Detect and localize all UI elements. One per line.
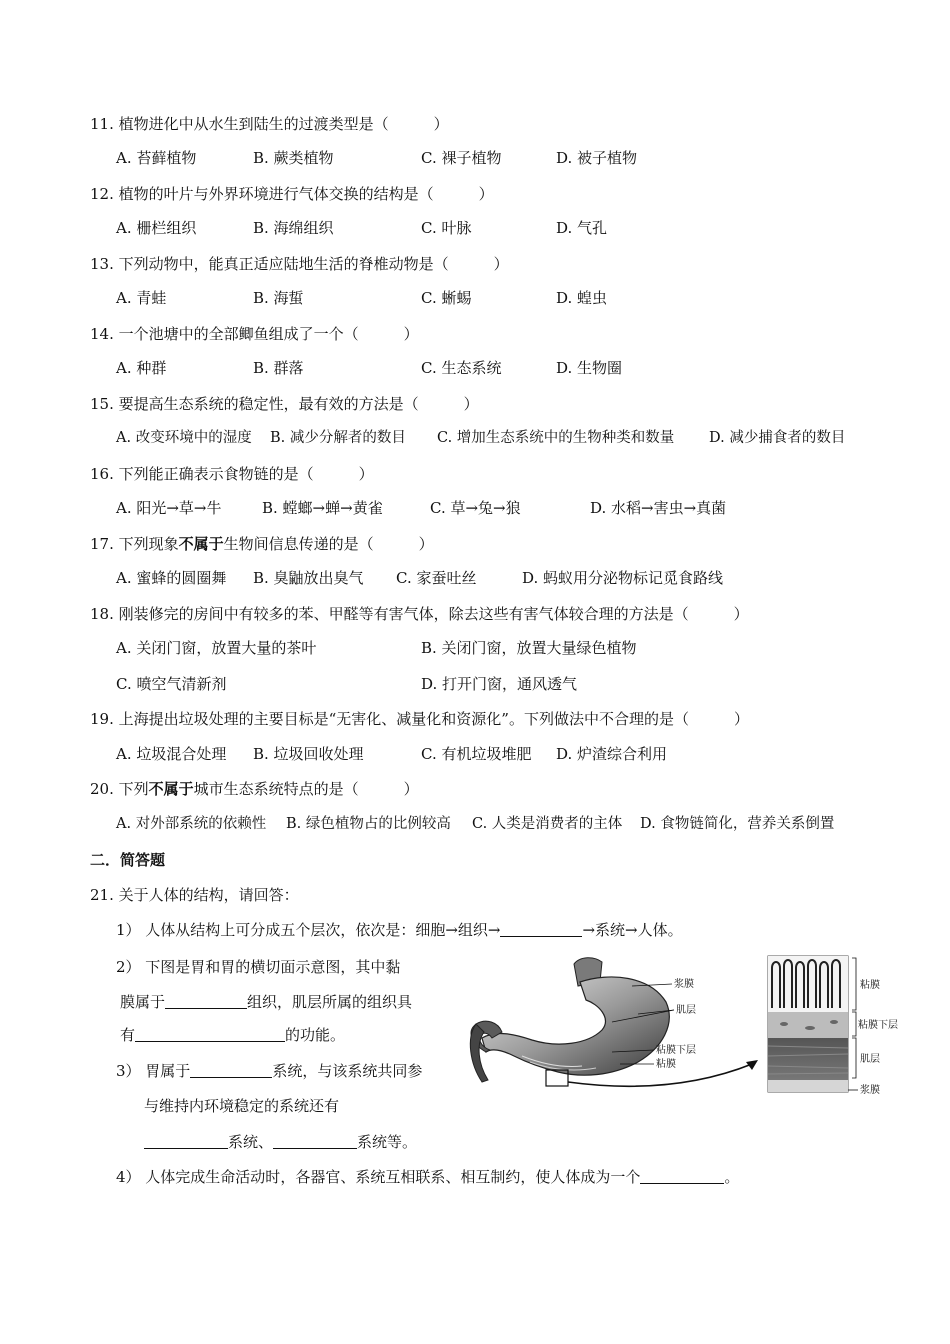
option-b: B. 关闭门窗，放置大量绿色植物 [421, 639, 637, 657]
question-stem: 17. 下列现象不属于生物间信息传递的是（ ） [90, 535, 434, 553]
option-c: C. 裸子植物 [421, 149, 502, 167]
option-c: C. 家蚕吐丝 [396, 569, 477, 587]
answer-blank[interactable] [144, 1132, 228, 1149]
option-b: B. 群落 [253, 359, 304, 377]
option-b: B. 臭鼬放出臭气 [253, 569, 364, 587]
option-c: C. 增加生态系统中的生物种类和数量 [437, 430, 675, 446]
label-right-muscle: 肌层 [860, 1054, 880, 1065]
option-d: D. 被子植物 [556, 149, 638, 167]
sub-question-2-line-2: 膜属于 组织，肌层所属的组织具 [120, 993, 413, 1011]
section-title: 二．简答题 [90, 851, 166, 869]
option-b: B. 螳螂→蝉→黄雀 [262, 499, 383, 517]
question-stem: 15. 要提高生态系统的稳定性，最有效的方法是（ ） [90, 395, 479, 413]
option-b: B. 蕨类植物 [253, 149, 334, 167]
question-stem: 21. 关于人体的结构，请回答： [90, 886, 299, 904]
label-right-serosa: 浆膜 [860, 1085, 880, 1096]
question-stem: 19. 上海提出垃圾处理的主要目标是“无害化、减量化和资源化”。下列做法中不合理的是（ ） [90, 710, 749, 728]
option-d: D. 气孔 [556, 219, 608, 237]
label-right-mucosa: 粘膜 [860, 980, 880, 991]
question-stem: 20. 下列不属于城市生态系统特点的是（ ） [90, 780, 419, 798]
question-stem: 13. 下列动物中，能真正适应陆地生活的脊椎动物是（ ） [90, 255, 509, 273]
option-b: B. 海蜇 [253, 289, 304, 307]
option-d: D. 炉渣综合利用 [556, 745, 668, 763]
option-c: C. 叶脉 [421, 219, 472, 237]
option-d: D. 减少捕食者的数目 [709, 430, 846, 446]
option-c: C. 有机垃圾堆肥 [421, 745, 532, 763]
label-mucosa: 粘膜 [656, 1059, 676, 1070]
option-a: A. 苔藓植物 [116, 149, 197, 167]
label-serosa: 浆膜 [674, 979, 694, 990]
label-right-submucosa: 粘膜下层 [858, 1020, 898, 1031]
answer-blank[interactable] [165, 992, 247, 1009]
stomach-diagram [462, 952, 914, 1104]
sub-question-4: 4） 人体完成生命活动时，各器官、系统互相联系、相互制约，使人体成为一个 。 [116, 1168, 740, 1186]
label-submucosa: 粘膜下层 [656, 1045, 696, 1056]
option-c: C. 喷空气清新剂 [116, 675, 227, 693]
emphasis-not: 不属于 [148, 780, 194, 798]
answer-blank[interactable] [640, 1167, 724, 1184]
option-a: A. 改变环境中的湿度 [116, 430, 252, 446]
option-d: D. 生物圈 [556, 359, 623, 377]
option-b: B. 减少分解者的数目 [270, 430, 406, 446]
option-a: A. 阳光→草→牛 [116, 499, 222, 517]
question-stem: 18. 刚装修完的房间中有较多的苯、甲醛等有害气体，除去这些有害气体较合理的方法是（ ） [90, 605, 749, 623]
option-b: B. 海绵组织 [253, 219, 334, 237]
option-c: C. 生态系统 [421, 359, 502, 377]
stomach-shape [482, 977, 669, 1075]
answer-blank[interactable] [500, 920, 582, 937]
sub-question-1: 1） 人体从结构上可分成五个层次，依次是：细胞→组织→ →系统→人体。 [116, 921, 683, 939]
answer-blank[interactable] [135, 1025, 285, 1042]
option-c: C. 人类是消费者的主体 [472, 816, 623, 832]
option-b: B. 绿色植物占的比例较高 [286, 816, 451, 832]
option-a: A. 种群 [116, 359, 167, 377]
sub-question-2-line-1: 2） 下图是胃和胃的横切面示意图，其中黏 [116, 958, 401, 976]
option-d: D. 蝗虫 [556, 289, 608, 307]
sub-question-3-line-1: 3） 胃属于 系统，与该系统共同参 [116, 1062, 423, 1080]
answer-blank[interactable] [273, 1132, 357, 1149]
question-stem: 14. 一个池塘中的全部鲫鱼组成了一个（ ） [90, 325, 419, 343]
option-a: A. 青蛙 [116, 289, 167, 307]
option-a: A. 栅栏组织 [116, 219, 197, 237]
option-a: A. 关闭门窗，放置大量的茶叶 [116, 639, 317, 657]
emphasis-not: 不属于 [178, 535, 224, 553]
sub-question-3-line-3: 系统、 系统等。 [144, 1132, 417, 1152]
sub-question-2-line-3: 有 的功能。 [120, 1026, 346, 1044]
option-c: C. 草→兔→狼 [430, 499, 521, 517]
stomach-figure [462, 952, 914, 1104]
sub-question-3-line-2: 与维持内环境稳定的系统还有 [144, 1097, 340, 1115]
option-d: D. 水稻→害虫→真菌 [590, 499, 727, 517]
option-a: A. 蜜蜂的圆圈舞 [116, 569, 227, 587]
question-stem: 12. 植物的叶片与外界环境进行气体交换的结构是（ ） [90, 185, 494, 203]
option-d: D. 食物链简化，营养关系倒置 [640, 816, 835, 832]
option-d: D. 打开门窗，通风透气 [421, 675, 578, 693]
option-a: A. 垃圾混合处理 [116, 745, 227, 763]
option-d: D. 蚂蚁用分泌物标记觅食路线 [522, 569, 724, 587]
option-c: C. 蜥蜴 [421, 289, 472, 307]
cross-section [768, 956, 848, 1092]
answer-blank[interactable] [190, 1061, 272, 1078]
option-a: A. 对外部系统的依赖性 [116, 816, 267, 832]
label-muscle: 肌层 [676, 1005, 696, 1016]
option-b: B. 垃圾回收处理 [253, 745, 364, 763]
question-stem: 11. 植物进化中从水生到陆生的过渡类型是（ ） [90, 115, 449, 133]
question-stem: 16. 下列能正确表示食物链的是（ ） [90, 465, 374, 483]
